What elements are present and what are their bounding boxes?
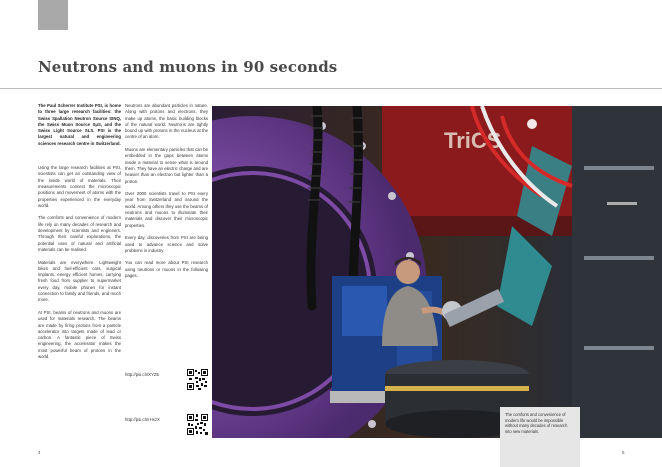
machine-label: TriCS xyxy=(444,128,502,153)
paragraph: Materials are everywhere. Lightweight bikes and fuel-efficient cars, surgical implants, energy efficient homes, carrying fresh food from supplier to supermarket every day, mobile phones for instant connection to family and friends, and much more. xyxy=(38,259,121,303)
lab-photo xyxy=(212,106,662,438)
paragraph: Over 2000 scientists travel to PSI every year from Switzerland and around the world. Among others they use the beams of neutrons and muons to illuminate their materials and discover their microscopic properties. xyxy=(125,191,208,228)
qr-link-row xyxy=(125,414,208,436)
link-url[interactable]: http://psi.ch/rHxzX xyxy=(125,417,160,422)
intro-paragraph: The Paul Scherrer Institute PSI, is home to three large research facilities: the Swiss Spallation Neutron Source SINQ, the Swiss Muon Source SμS, and the Swiss Light Source SLS. PSI is the largest natural and engineering sciences research centre in Switzerland. xyxy=(38,103,121,146)
photo-caption: The comforts and convenience of modern life would be impossible without many decades of research into new materials. xyxy=(500,407,580,467)
page-number-left: 4 xyxy=(38,450,41,455)
link-url[interactable]: http://psi.ch/XYZ5 xyxy=(125,372,159,377)
qr-link-row xyxy=(125,369,208,391)
qr-code-icon[interactable] xyxy=(187,369,208,390)
text-column-right xyxy=(125,103,208,286)
paragraph: Every day, discoveries from PSI are being used to advance science and solve problems in industry. xyxy=(125,235,208,253)
paragraph: Muons are elementary particles that can be embedded in the gaps between atoms inside a material to sense what is around them. They have an electric charge and are heavier than an electron but lighter than a proton. xyxy=(125,147,208,184)
header-rule xyxy=(0,88,662,89)
paragraph: You can read more about PSI research using neutrons or muons in the following pages. xyxy=(125,260,208,279)
lab-photo-illustration xyxy=(212,106,662,438)
corner-tab xyxy=(38,0,68,30)
page-title: Neutrons and muons in 90 seconds xyxy=(38,58,338,76)
page-number-right: 5 xyxy=(622,450,625,455)
paragraph: The comforts and convenience of modern life rely on many decades of research and development by scientists and engineers. Through their careful explorations, the potential uses of natural and artificial materials can be realised. xyxy=(38,215,121,252)
text-column-left xyxy=(38,103,121,367)
qr-code-icon[interactable] xyxy=(187,414,208,435)
paragraph: Using the large research facilities at PSI, scientists can get an outstanding view of the inside world of materials. Their measurements connect the microscopic positions and movement of atoms with the properties experienced in the everyday world. xyxy=(38,165,121,208)
paragraph: At PSI, beams of neutrons and muons are used for materials research. The beams are made by firing protons from a particle accelerator into targets made of lead or carbon. A fantastic piece of Swiss engineering, the accelerator makes the most powerful beam of protons in the world. xyxy=(38,309,121,359)
paragraph: Neutrons are abundant particles in nature. Along with protons and electrons, they make up atoms, the basic building blocks of the natural world. Neutrons are tightly bound up with protons in the nucleus at the centre of an atom. xyxy=(125,103,208,140)
